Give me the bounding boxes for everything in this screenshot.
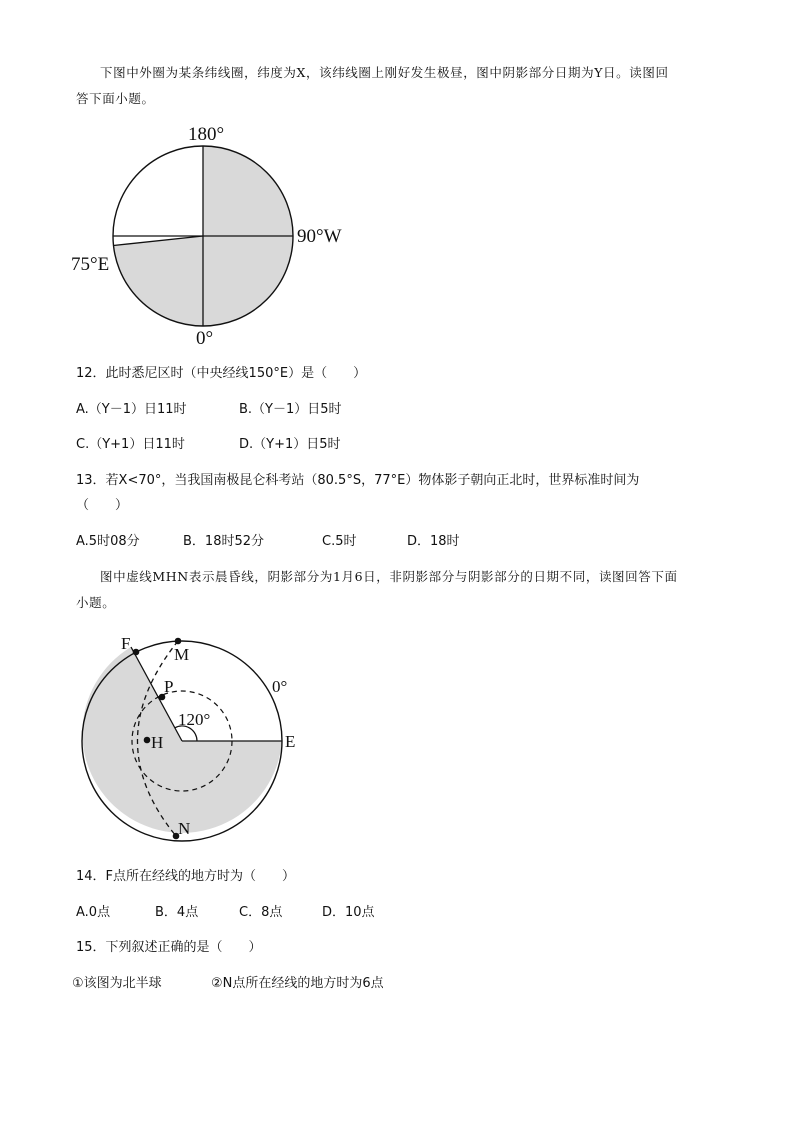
q14-option-a: A.0点 (76, 905, 111, 920)
fig1-label-0: 0° (196, 328, 214, 349)
fig2-point-f (133, 649, 140, 656)
q13-option-d: D．18时 (407, 534, 460, 549)
fig2-label-zero: 0° (272, 677, 288, 696)
intro-1-line-1: 下图中外圈为某条纬线圈，纬度为X，该纬线圈上刚好发生极昼，图中阴影部分日期为Y日。读图回 (100, 65, 669, 80)
q12-option-d: D.（Y+1）日5时 (239, 437, 341, 452)
fig2-label-e: E (285, 732, 296, 751)
q14-option-b: B．4点 (155, 905, 199, 920)
fig2-shaded-region (82, 647, 282, 833)
q13-stem-line-2: （ ） (76, 498, 129, 513)
q15-stem: 15．下列叙述正确的是（ ） (76, 940, 262, 955)
q13-option-b: B．18时52分 (183, 534, 265, 549)
fig1-label-90w: 90°W (297, 226, 342, 247)
q13-option-a: A.5时08分 (76, 534, 140, 549)
fig2-label-p: P (164, 677, 174, 696)
fig2-label-h: H (151, 733, 164, 752)
q12-option-c: C.（Y+1）日11时 (76, 437, 185, 452)
q14-stem: 14．F点所在经线的地方时为（ ） (76, 869, 296, 884)
q15-statement-2: ②N点所在经线的地方时为6点 (211, 976, 384, 991)
q14-option-d: D．10点 (322, 905, 375, 920)
intro-2-line-2: 小题。 (76, 595, 116, 610)
fig2-label-angle: 120° (178, 710, 211, 729)
q13-stem-line-1: 13．若X<70°，当我国南极昆仑科考站（80.5°S，77°E）物体影子朝向正北时，世界标准时间为 (76, 473, 640, 488)
fig2-point-h (144, 737, 151, 744)
q12-option-b: B.（Y－1）日5时 (239, 402, 342, 417)
q13-option-c: C.5时 (322, 534, 357, 549)
figure-1-latitude-circle (60, 118, 360, 350)
fig1-label-75e: 75°E (71, 254, 110, 275)
q15-statement-1: ①该图为北半球 (72, 976, 162, 991)
intro-1-line-2: 答下面小题。 (76, 91, 155, 106)
fig2-label-n: N (178, 819, 191, 838)
fig2-point-m (175, 638, 182, 645)
q14-option-c: C．8点 (239, 905, 283, 920)
q12-stem: 12．此时悉尼区时（中央经线150°E）是（ ） (76, 366, 367, 381)
intro-2-line-1: 图中虚线MHN表示晨昏线，阴影部分为1月6日，非阴影部分与阴影部分的日期不同，读图回答下面 (100, 569, 678, 584)
fig2-label-f: F (121, 634, 131, 653)
fig2-label-m: M (174, 645, 190, 664)
fig1-label-180: 180° (188, 124, 225, 145)
figure-2-polar-view (80, 628, 320, 848)
q12-option-a: A.（Y－1）日11时 (76, 402, 187, 417)
